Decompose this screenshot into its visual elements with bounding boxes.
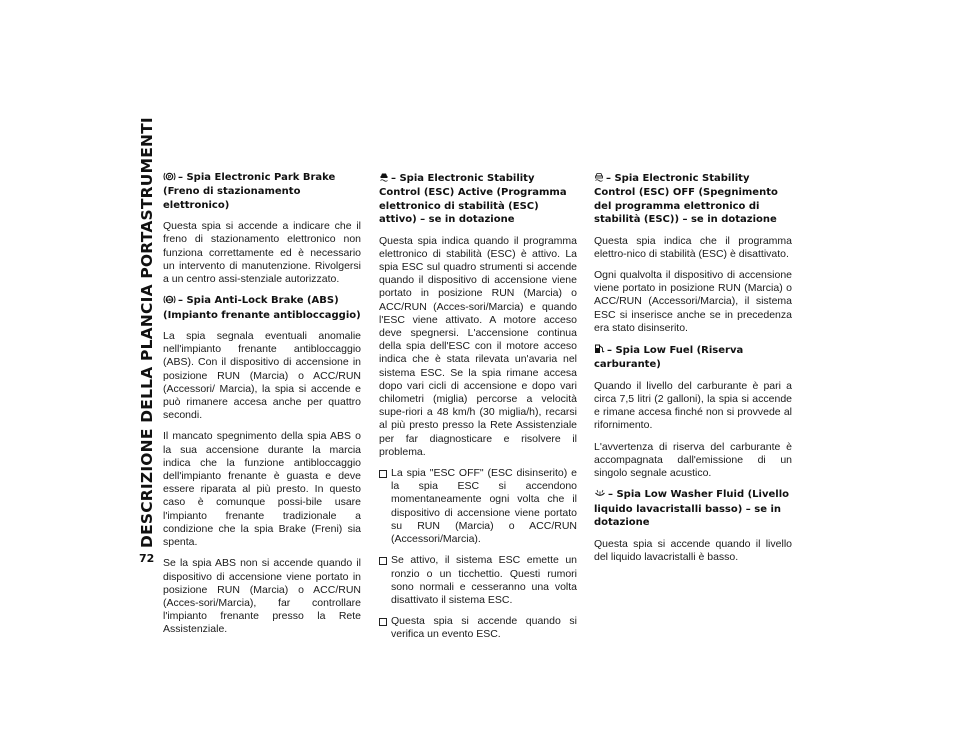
section-esc-active: [379, 171, 577, 642]
svg-text:ABS: ABS: [165, 298, 174, 303]
paragraph: La spia segnala eventuali anomalie nell'impianto frenante antibloccaggio (ABS). Con il dispositivo di accensione in posizione RUN (Marcia) o ACC/RUN (Accessori/ Marcia), la spia si accende e può rimanere accesa anche per quattro secondi.: [163, 330, 361, 422]
checkbox-bullet-icon: [379, 557, 387, 565]
svg-text:P: P: [167, 175, 172, 181]
heading-text: – Spia Electronic Park Brake (Freno di stazionamento elettronico): [163, 172, 336, 211]
park-brake-icon: [163, 172, 176, 185]
paragraph: L'avvertenza di riserva del carburante è accompagnata dall'emissione di un singolo segnale acustico.: [594, 440, 792, 480]
section-heading: [163, 171, 361, 212]
column-2: [379, 171, 577, 650]
list-item-text: La spia "ESC OFF" (ESC disinserito) e la spia ESC si accendono momentaneamente ogni volta che il dispositivo di accensione viene portato su RUN (Marcia) o ACC/RUN (Accessori/Marcia).: [391, 467, 577, 546]
section-heading: [594, 488, 792, 529]
list-item: [379, 554, 577, 607]
heading-text: – Spia Anti-Lock Brake (ABS) (Impianto frenante antibloccaggio): [163, 295, 361, 321]
esc-off-icon: [594, 171, 604, 186]
section-abs: [163, 294, 361, 636]
paragraph: Questa spia si accende a indicare che il freno di stazionamento elettronico non funziona correttamente ed è necessario un intervento di manutenzione. Rivolgersi a un centro assi-stenziale autorizzato.: [163, 220, 361, 286]
column-1: [163, 171, 361, 645]
checkbox-bullet-icon: [379, 618, 387, 626]
esc-active-icon: [379, 171, 389, 186]
list-item-text: Se attivo, il sistema ESC emette un ronzio o un ticchettio. Questi rumori sono normali e cesseranno una volta disattivato il sistema ESC.: [391, 554, 577, 606]
list-item: [379, 615, 577, 641]
fuel-pump-icon: [594, 343, 605, 358]
section-esc-off: [594, 171, 792, 335]
paragraph: Questa spia indica quando il programma elettronico di stabilità (ESC) è attivo. La spia ESC sul quadro strumenti si accende quando il dispositivo di accensione viene portato in posizione RUN (Marcia) o ACC/RUN (Acces-sori/Marcia) e quando l'ESC viene attivato. A motore acceso deve spegnersi. L'accensione continua della spia dell'ESC con il motore acceso indica che è stata rilevata un'avaria nel sistema ESC. Se la spia rimane accesa dopo vari cicli di accensione e dopo vari chilometri (miglia) percorse a velocità supe-riori a 48 km/h (30 miglia/h), recarsi al più presto presso la Rete Assistenziale per far diagnosticare e risolvere il problema.: [379, 234, 577, 458]
paragraph: Questa spia si accende quando il livello del liquido lavacristalli è basso.: [594, 537, 792, 563]
chapter-side-title: [138, 117, 158, 548]
column-3: [594, 171, 792, 572]
paragraph: Se la spia ABS non si accende quando il dispositivo di accensione viene portato in posizione RUN (Marcia) o ACC/RUN (Acces-sori/Marcia), far controllare l'impianto frenante presso la Rete Assistenziale.: [163, 557, 361, 636]
list-item: [379, 467, 577, 546]
paragraph: Quando il livello del carburante è pari a circa 7,5 litri (2 galloni), la spia si accende e rimane accesa finché non si provvede al rifornimento.: [594, 379, 792, 432]
section-heading: [594, 171, 792, 227]
washer-fluid-icon: [594, 488, 606, 502]
paragraph: Ogni qualvolta il dispositivo di accensione viene portato in posizione RUN (Marcia) o ACC/RUN (Accessori/Marcia), il sistema ESC si inserisce anche se in precedenza era stato disinserito.: [594, 269, 792, 334]
chapter-title-text: DESCRIZIONE DELLA PLANCIA PORTASTRUMENTI: [138, 117, 156, 548]
paragraph: Il mancato spegnimento della spia ABS o la sua accensione durante la marcia indica che la funzione antibloccaggio dell'impianto frenante è guasta e deve essere riparata al più presto. In questo caso è comunque possi-bile usare l'impianto frenante tradizionale a condizione che la spia Brake (Freni) sia spenta.: [163, 430, 361, 549]
checkbox-bullet-icon: [379, 470, 387, 478]
abs-icon: [163, 295, 176, 308]
section-low-washer-fluid: [594, 488, 792, 564]
section-heading: [594, 343, 792, 372]
section-park-brake: [163, 171, 361, 286]
heading-text: – Spia Low Washer Fluid (Livello liquido lavacristalli basso) – se in dotazione: [594, 489, 789, 529]
section-low-fuel: [594, 343, 792, 480]
section-heading: [163, 294, 361, 322]
heading-text: – Spia Electronic Stability Control (ESC) OFF (Spegnimento del programma elettronico di stabilità (ESC)) – se in dotazione: [594, 173, 778, 226]
page-number: 72: [139, 552, 155, 565]
heading-text: – Spia Low Fuel (Riserva carburante): [594, 345, 744, 371]
section-heading: [379, 171, 577, 227]
paragraph: Questa spia indica che il programma elettro-nico di stabilità (ESC) è disattivato.: [594, 234, 792, 260]
bullet-list: [379, 467, 577, 641]
heading-text: – Spia Electronic Stability Control (ESC) Active (Programma elettronico di stabilità (ESC) attivo) – se in dotazione: [379, 173, 567, 226]
list-item-text: Questa spia si accende quando si verifica un evento ESC.: [391, 615, 577, 641]
